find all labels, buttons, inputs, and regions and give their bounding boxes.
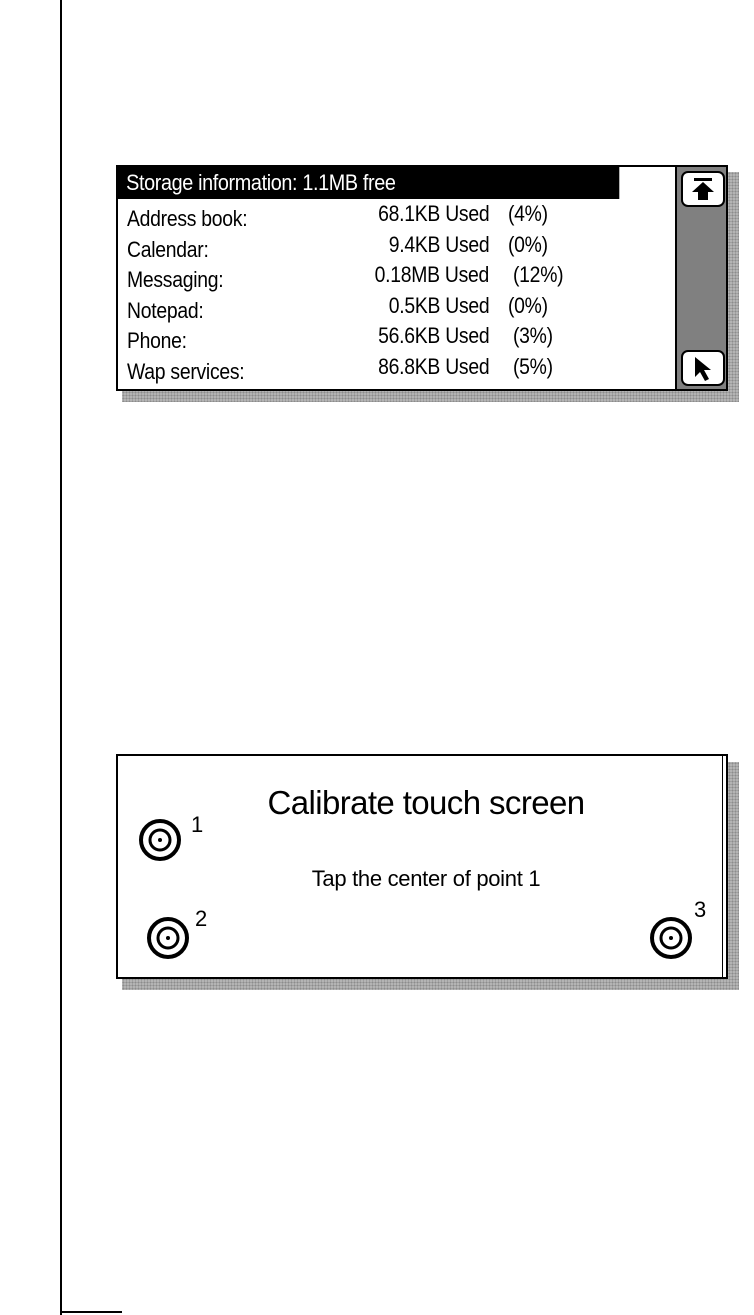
storage-row-percent: (5%) (513, 353, 553, 379)
storage-row-wap-services (118, 353, 675, 387)
storage-row-calendar (118, 231, 675, 265)
storage-row-name: Messaging: (127, 267, 224, 293)
storage-row-percent: (0%) (508, 231, 548, 257)
storage-row-used: 0.5KB Used (388, 292, 489, 318)
calibrate-message: Tap the center of point 1 (311, 866, 541, 891)
storage-row-name: Phone: (127, 328, 187, 354)
pointer-button[interactable] (681, 350, 725, 386)
storage-row-percent: (12%) (513, 262, 564, 288)
storage-content (118, 167, 675, 389)
storage-row-percent: (3%) (513, 323, 553, 349)
storage-row-percent: (0%) (508, 292, 548, 318)
storage-row-used: 9.4KB Used (388, 231, 489, 257)
target-label-1: 1 (191, 812, 204, 837)
page-margin-line (60, 0, 62, 1315)
close-to-top-button[interactable] (681, 171, 725, 207)
calibration-target-2[interactable] (146, 916, 190, 960)
page-bottom-line (60, 1311, 122, 1313)
storage-row-used: 68.1KB Used (377, 201, 489, 226)
storage-row-name: Wap services: (127, 358, 245, 384)
storage-row-percent: (4%) (508, 201, 548, 226)
storage-row-name: Calendar: (127, 236, 209, 262)
target-label-2: 2 (195, 906, 208, 931)
storage-side-panel (675, 167, 726, 389)
calibrate-title: Calibrate touch screen (267, 784, 585, 821)
calibrate-dialog (116, 754, 728, 979)
storage-row-used: 0.18MB Used (374, 262, 489, 288)
storage-row-messaging (118, 264, 675, 295)
pointer-arrow-icon (683, 352, 723, 384)
storage-row-name: Notepad: (127, 297, 204, 323)
storage-title: Storage information: 1.1MB free (126, 170, 396, 195)
storage-list (118, 203, 675, 387)
close-to-top-icon (683, 173, 723, 205)
storage-row-notepad (118, 292, 675, 326)
storage-row-address-book (118, 203, 675, 234)
calibration-target-3[interactable] (649, 916, 693, 960)
storage-row-used: 56.6KB Used (377, 323, 489, 349)
storage-row-phone (118, 325, 675, 356)
storage-dialog (116, 165, 728, 391)
storage-title-bar (118, 167, 619, 199)
storage-row-name: Address book: (127, 206, 248, 231)
calibration-target-1[interactable] (138, 818, 182, 862)
storage-row-used: 86.8KB Used (377, 353, 489, 379)
target-label-3: 3 (694, 897, 707, 922)
